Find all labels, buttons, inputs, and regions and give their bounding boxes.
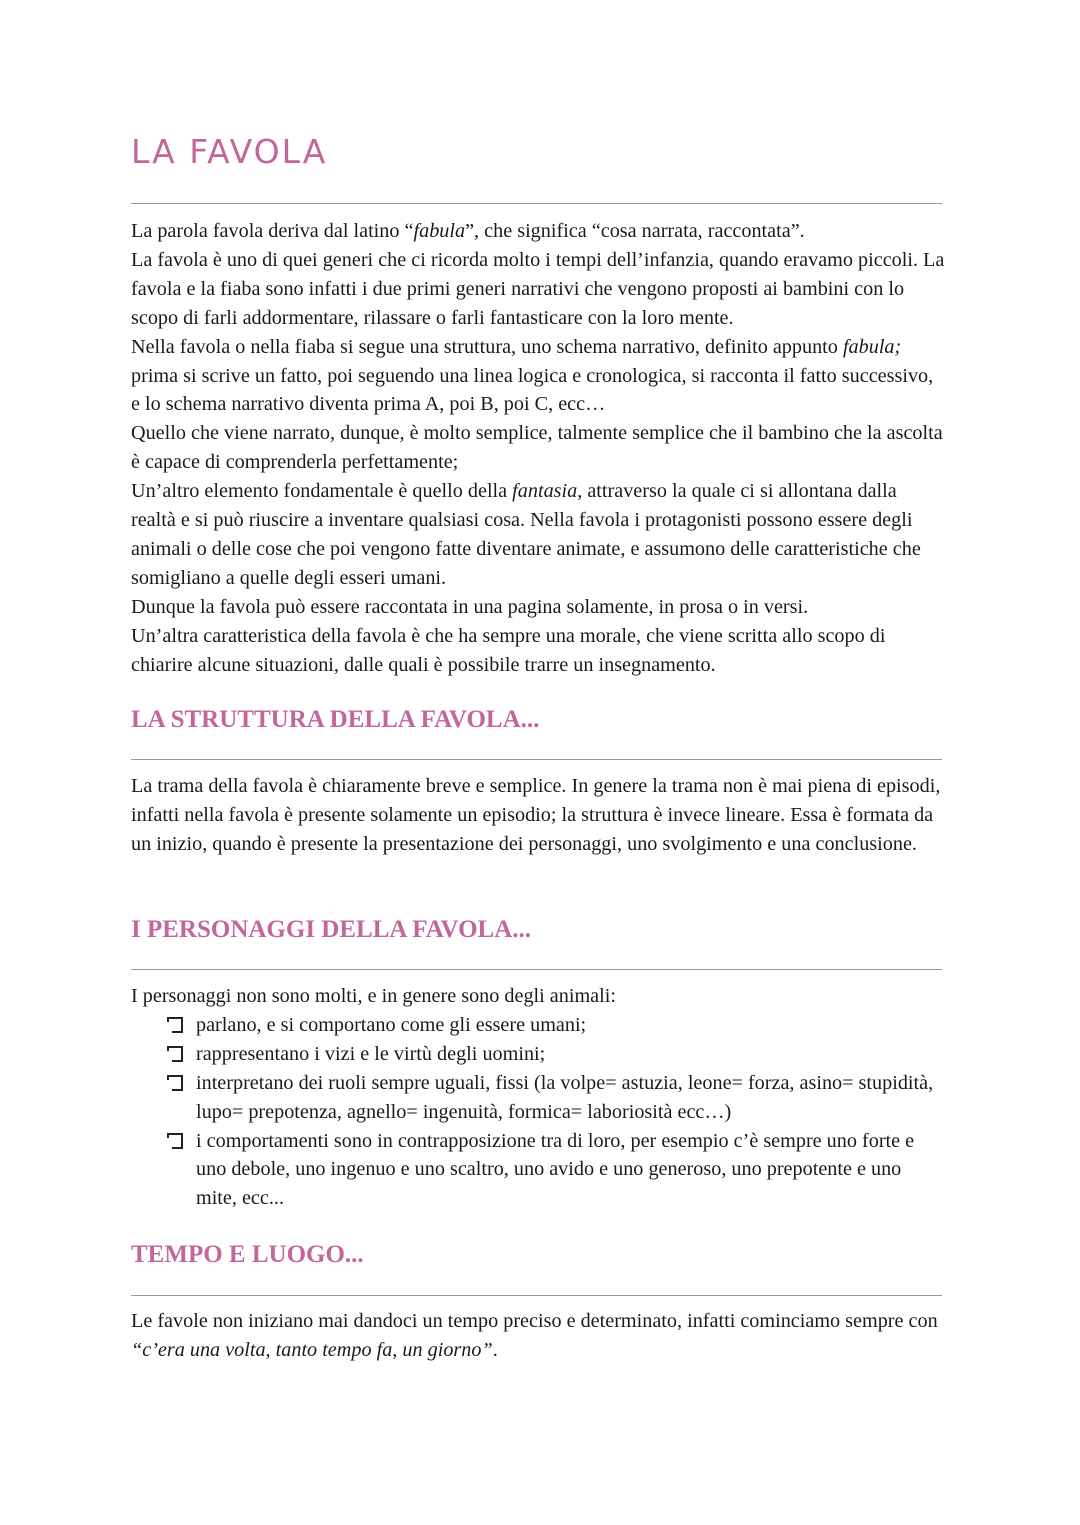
characters-checklist	[131, 1011, 946, 1213]
checkbox-icon	[167, 1133, 183, 1149]
intro-paragraph-7: Un’altra caratteristica della favola è che ha sempre una morale, che viene scritta allo scopo di chiarire alcune situazioni, dalle quali è possibile trarre un insegnamento.	[131, 624, 886, 676]
structure-divider	[131, 759, 942, 760]
intro-text	[131, 217, 946, 680]
intro-paragraph-1: La parola favola deriva dal latino “fabula”, che significa “cosa narrata, raccontata”.	[131, 220, 805, 242]
time-place-heading: TEMPO E LUOGO...	[131, 1241, 364, 1268]
characters-divider	[131, 969, 942, 970]
time-place-text	[131, 1307, 946, 1365]
title-divider	[131, 203, 942, 204]
intro-paragraph-5: Un’altro elemento fondamentale è quello della fantasia, attraverso la quale ci si allontana dalla realtà e si può riuscire a inventare qualsiasi cosa. Nella favola i protagonisti possono essere degli animali o delle cose che poi vengono fatte diventare animate, e assumono delle caratteristiche che somigliano a quelle degli esseri umani.	[131, 480, 921, 589]
characters-lead: I personaggi non sono molti, e in genere sono degli animali:	[131, 985, 616, 1007]
intro-paragraph-3: Nella favola o nella fiaba si segue una struttura, uno schema narrativo, definito appunto fabula; prima si scrive un fatto, poi seguendo una linea logica e cronologica, si racconta il fatto successivo, e lo schema narrativo diventa prima A, poi B, poi C, ecc…	[131, 335, 934, 416]
list-item: i comportamenti sono in contrapposizione tra di loro, per esempio c’è sempre uno forte e uno debole, uno ingenuo e uno scaltro, uno avido e uno generoso, uno prepotente e uno mite, ecc...	[131, 1127, 946, 1214]
structure-heading: LA STRUTTURA DELLA FAVOLA...	[131, 706, 540, 733]
characters-heading: I PERSONAGGI DELLA FAVOLA...	[131, 916, 532, 943]
checkbox-icon	[167, 1075, 183, 1091]
intro-paragraph-6: Dunque la favola può essere raccontata in una pagina solamente, in prosa o in versi.	[131, 595, 809, 618]
list-item: parlano, e si comportano come gli essere umani;	[131, 1011, 946, 1040]
checkbox-icon	[167, 1017, 183, 1033]
time-place-divider	[131, 1295, 942, 1296]
characters-text	[131, 982, 946, 1213]
list-item: rappresentano i vizi e le virtù degli uomini;	[131, 1040, 946, 1069]
structure-paragraph: La trama della favola è chiaramente breve e semplice. In genere la trama non è mai piena di episodi, infatti nella favola è presente solamente un episodio; la struttura è invece lineare. Essa è formata da un inizio, quando è presente la presentazione dei personaggi, uno svolgimento e una conclusione.	[131, 775, 941, 855]
structure-text	[131, 772, 946, 859]
intro-paragraph-4: Quello che viene narrato, dunque, è molto semplice, talmente semplice che il bambino che la ascolta è capace di comprenderla perfettamente;	[131, 422, 943, 474]
intro-paragraph-2: La favola è uno di quei generi che ci ricorda molto i tempi dell’infanzia, quando eravamo piccoli. La favola e la fiaba sono infatti i due primi generi narrativi che vengono proposti ai bambini con lo scopo di farli addormentare, rilassare o farli fantasticare con la loro mente.	[131, 248, 945, 329]
list-item: interpretano dei ruoli sempre uguali, fissi (la volpe= astuzia, leone= forza, asino= stupidità, lupo= prepotenza, agnello= ingenuità, formica= laboriosità ecc…)	[131, 1069, 946, 1127]
page-title: LA FAVOLA	[131, 132, 328, 171]
checkbox-icon	[167, 1046, 183, 1062]
time-place-paragraph: Le favole non iniziano mai dandoci un tempo preciso e determinato, infatti cominciamo sempre con “c’era una volta, tanto tempo fa, un giorno”.	[131, 1310, 938, 1361]
